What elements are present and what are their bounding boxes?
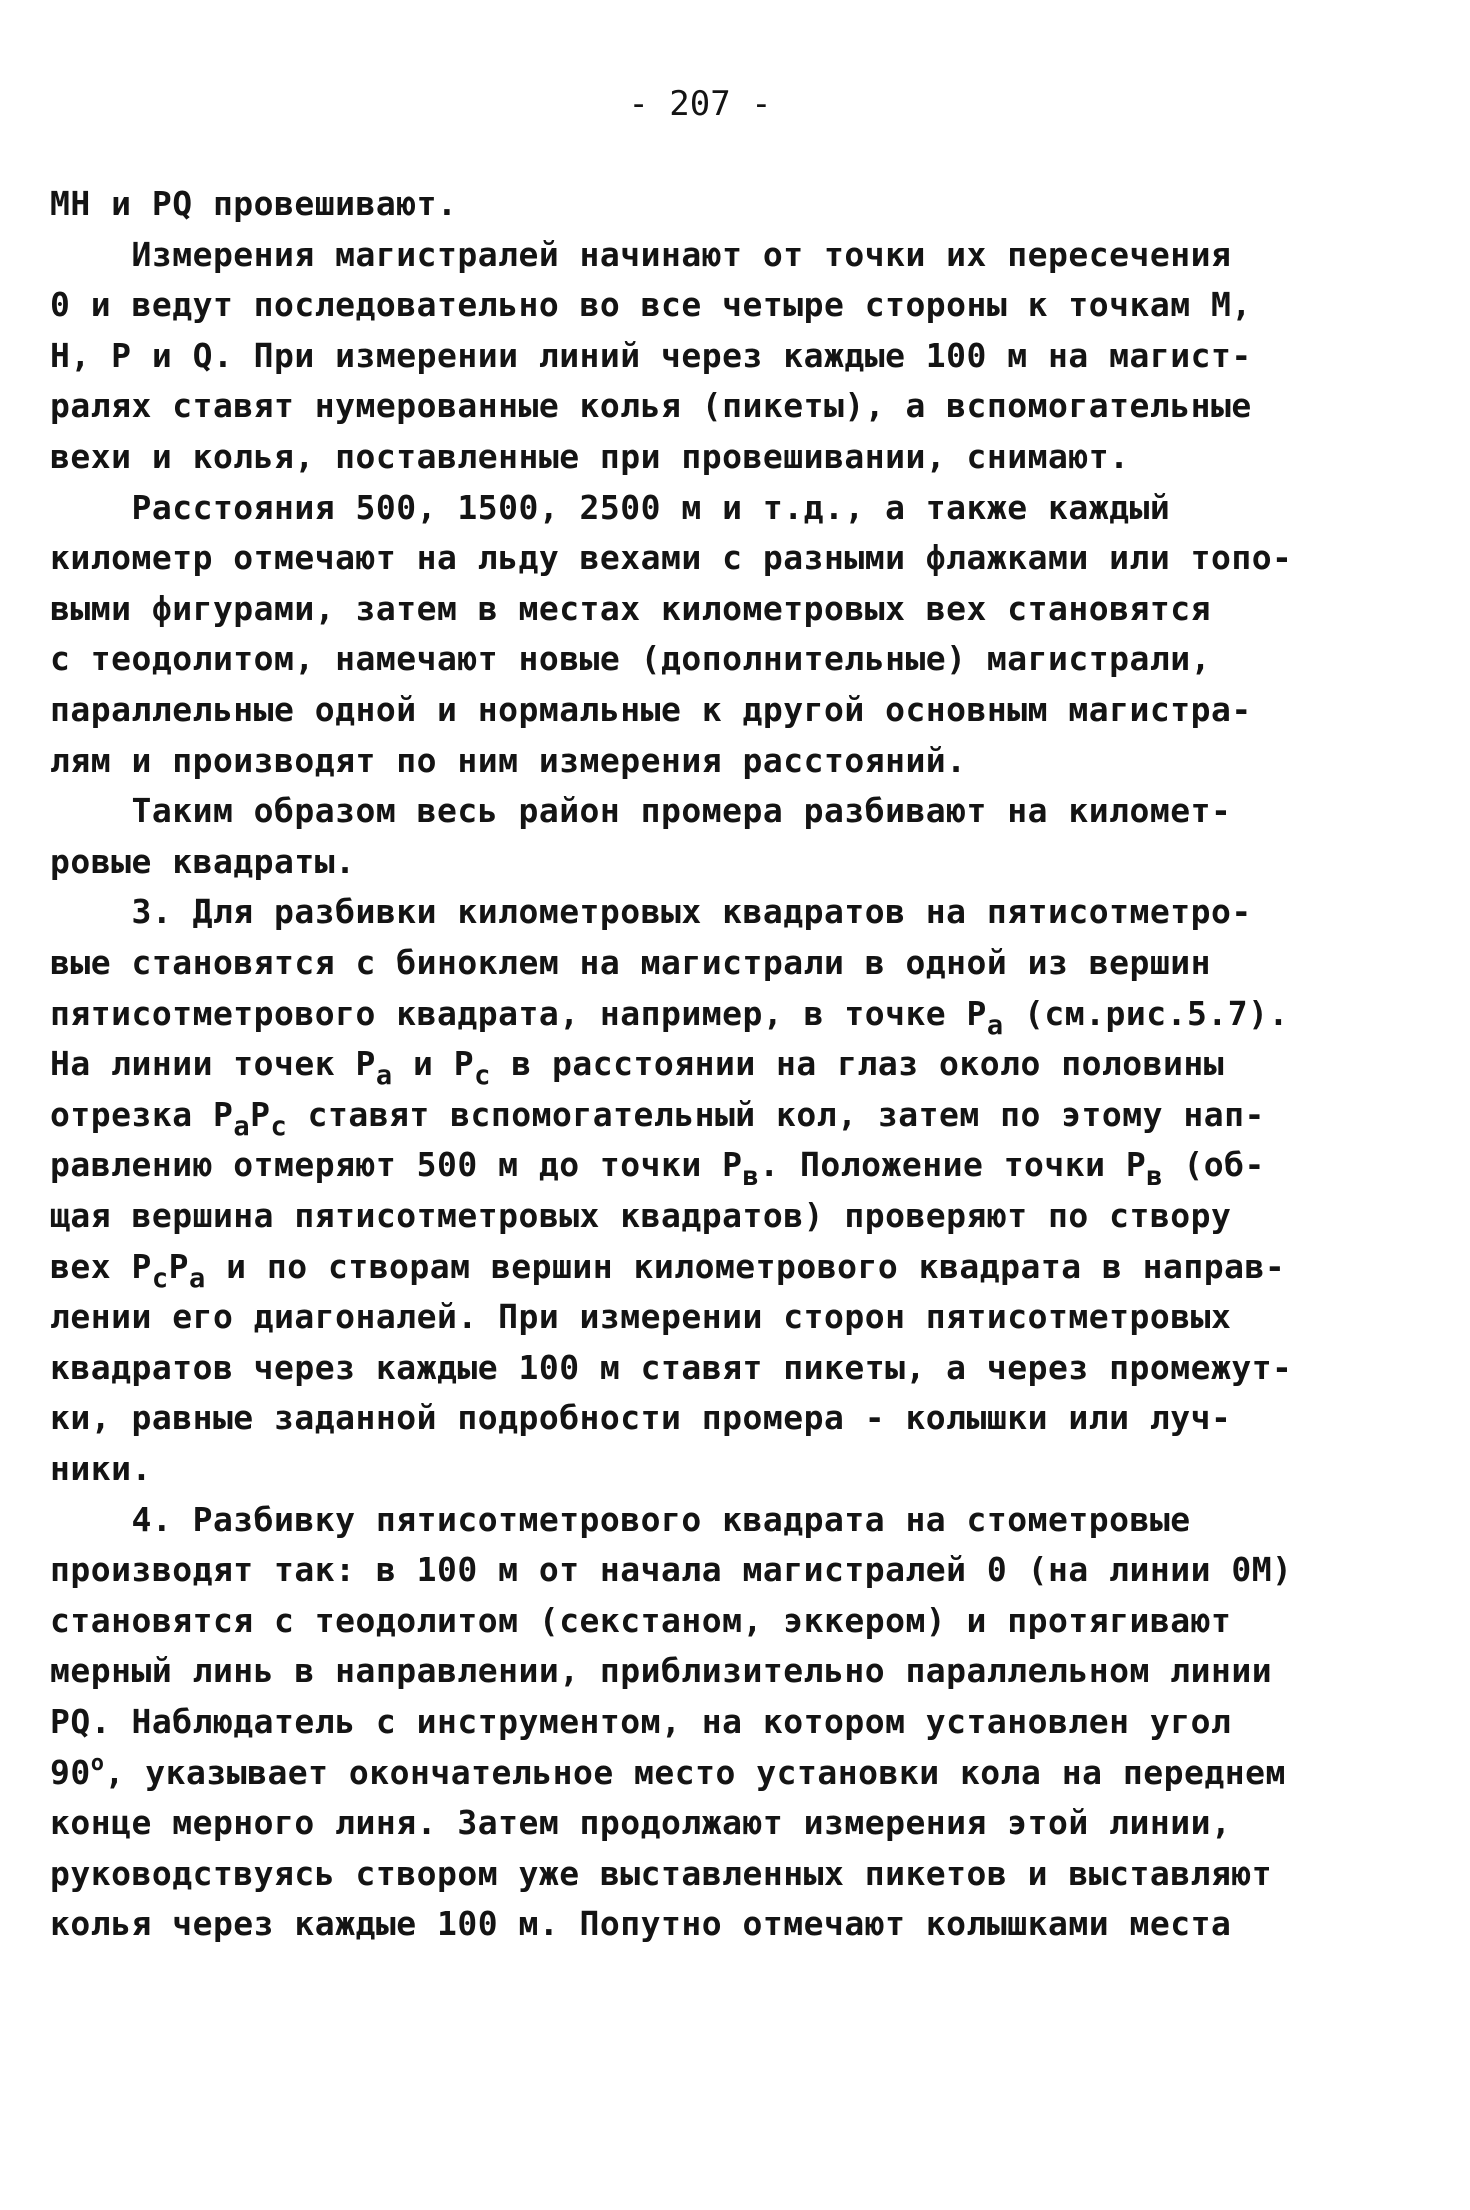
text-line: мерный линь в направлении, приблизительно параллельном линии <box>50 1651 1273 1691</box>
text-line: вехи и колья, поставленные при провешивании, снимают. <box>50 437 1130 476</box>
text-line: щая вершина пятисотметровых квадратов) проверяют по створу <box>50 1196 1232 1235</box>
text-line: параллельные одной и нормальные к другой основным магистра- <box>50 690 1252 729</box>
text-line: Измерения магистралей начинают от точки их пересечения <box>50 234 1232 274</box>
subscript: в <box>1146 1161 1164 1193</box>
subscript: с <box>151 1262 169 1294</box>
text-line: колья через каждые 100 м. Попутно отмечают колышками места <box>50 1904 1232 1944</box>
text-line: Таким образом весь район промера разбивают на километ- <box>50 791 1232 831</box>
text-line: становятся с теодолитом (секстаном, эккером) и протягивают <box>50 1600 1232 1640</box>
text-line: выми фигурами, затем в местах километровых вех становятся <box>50 588 1211 628</box>
text-line <box>50 1042 1225 1092</box>
text-segment: пятисотметрового квадрата, например, в точке Р <box>50 993 987 1033</box>
text-line: Расстояния 500, 1500, 2500 м и т.д., а также каждый <box>50 487 1171 527</box>
text-line: 0 и ведут последовательно во все четыре стороны к точкам М, <box>50 285 1252 325</box>
page-number: - 207 - <box>628 84 772 124</box>
text-segment: равлению отмеряют 500 м до точки Р <box>50 1145 743 1185</box>
subscript: с <box>270 1110 288 1142</box>
text-segment: (см.рис.5.7). <box>1003 993 1289 1033</box>
text-segment: отрезка Р <box>50 1094 234 1134</box>
text-segment: вех Р <box>50 1246 152 1286</box>
text-line: с теодолитом, намечают новые (дополнительные) магистрали, <box>50 639 1211 679</box>
text-line: 3. Для разбивки километровых квадратов на пятисотметро- <box>50 892 1252 932</box>
text-line: производят так: в 100 м от начала магистралей 0 (на линии 0М) <box>50 1550 1293 1590</box>
text-segment: в расстоянии на глаз около половины <box>490 1044 1225 1084</box>
subscript: а <box>986 1009 1004 1041</box>
text-line: руководствуясь створом уже выставленных пикетов и выставляют <box>50 1853 1273 1893</box>
text-segment: ставят вспомогательный кол, затем по этому нап- <box>287 1094 1265 1134</box>
subscript: а <box>233 1110 251 1142</box>
text-segment: и Р <box>392 1044 475 1084</box>
text-line: вые становятся с биноклем на магистрали в одной из вершин <box>50 943 1211 982</box>
text-line: 4. Разбивку пятисотметрового квадрата на стометровые <box>50 1499 1191 1539</box>
subscript: а <box>375 1060 393 1092</box>
text-segment: На линии точек Р <box>50 1044 376 1084</box>
text-line: лям и производят по ним измерения расстояний. <box>50 740 967 780</box>
text-line <box>50 1093 1265 1142</box>
text-line: МН и PQ провешивают. <box>50 184 458 223</box>
text-line: ровые квадраты. <box>50 841 356 881</box>
text-segment: Р <box>250 1094 271 1134</box>
text-segment: и по створам вершин километрового квадрата в направ- <box>205 1246 1286 1286</box>
text-line: квадратов через каждые 100 м ставят пикеты, а через промежут- <box>50 1347 1293 1387</box>
text-line: ралях ставят нумерованные колья (пикеты), а вспомогательные <box>50 386 1252 426</box>
text-line <box>50 992 1289 1041</box>
text-segment: 90 <box>50 1752 91 1792</box>
text-line <box>50 1143 1265 1193</box>
text-line: PQ. Наблюдатель с инструментом, на котором установлен угол <box>50 1702 1232 1741</box>
subscript: с <box>474 1060 491 1092</box>
subscript: в <box>742 1161 760 1193</box>
text-line <box>50 1751 1286 1795</box>
text-segment: . Положение точки Р <box>759 1145 1147 1185</box>
text-line: конце мерного линя. Затем продолжают измерения этой линии, <box>50 1803 1232 1843</box>
superscript: о <box>90 1750 105 1776</box>
text-line: лении его диагоналей. При измерении сторон пятисотметровых <box>50 1297 1232 1337</box>
text-line: ки, равные заданной подробности промера - колышки или луч- <box>50 1398 1232 1438</box>
text-line: ники. <box>50 1449 152 1488</box>
text-line <box>50 1245 1286 1294</box>
text-segment: Р <box>168 1246 189 1286</box>
text-line: километр отмечают на льду вехами с разными флажками или топо- <box>50 538 1293 578</box>
text-segment: (об- <box>1163 1145 1265 1185</box>
text-line: Н, Р и Q. При измерении линий через каждые 100 м на магист- <box>50 335 1252 375</box>
subscript: а <box>188 1262 206 1294</box>
text-segment: , указывает окончательное место установки кола на переднем <box>104 1752 1286 1792</box>
